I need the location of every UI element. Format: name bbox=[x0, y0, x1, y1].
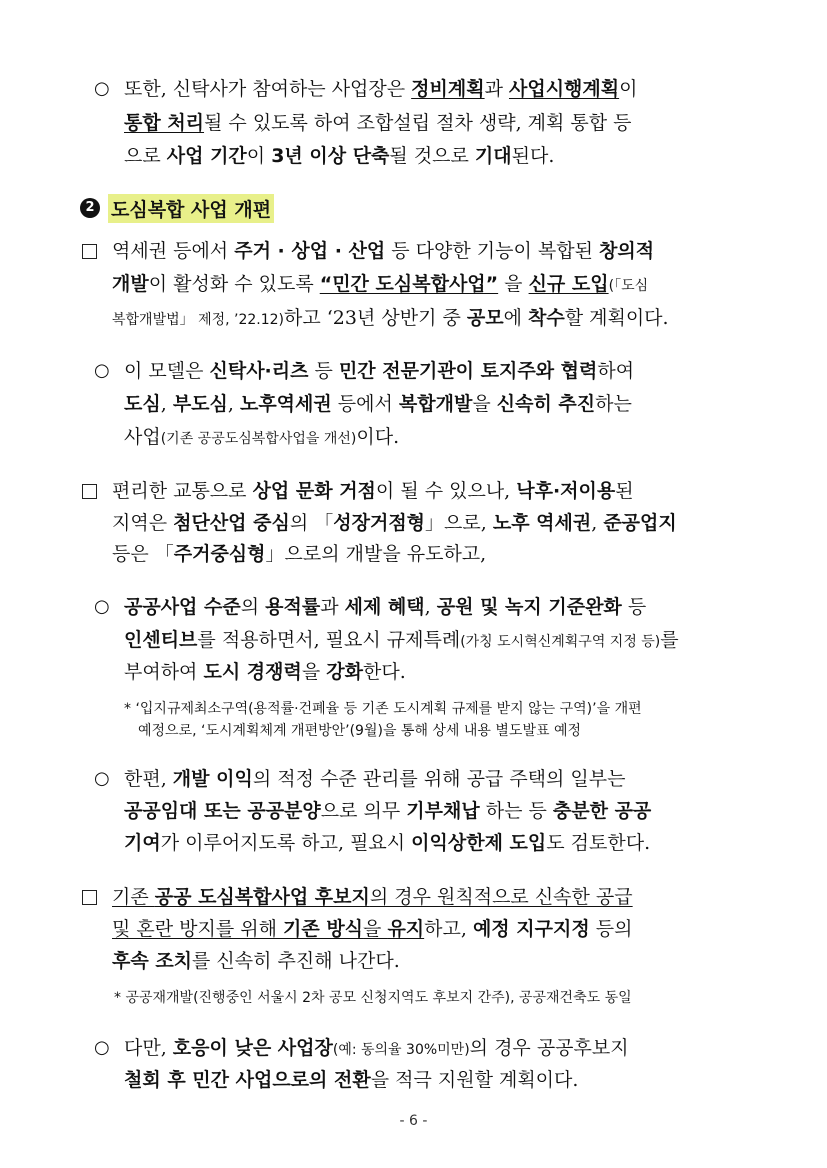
p2b-line-2: 공공임대 또는 공공분양으로 의무 기부채납 하는 등 충분한 공공 bbox=[124, 800, 652, 822]
p1a-line-2: 도심, 부도심, 노후역세권 등에서 복합개발을 신속히 추진하는 bbox=[124, 393, 632, 415]
p3a-line-2: 철회 후 민간 사업으로의 전환을 적극 지원할 계획이다. bbox=[124, 1069, 579, 1091]
checkbox-square-icon bbox=[82, 484, 97, 499]
p2-line-3: 등은 「주거중심형」으로의 개발을 유도하고, bbox=[112, 543, 487, 565]
s1-line-1: 또한, 신탁사가 참여하는 사업장은 정비계획과 사업시행계획이 bbox=[124, 78, 638, 100]
s1-line-2: 통합 처리될 수 있도록 하여 조합설립 절차 생략, 계획 통합 등 bbox=[124, 112, 632, 134]
section-heading bbox=[80, 194, 274, 222]
circle-bullet: ○ bbox=[94, 768, 110, 789]
page-number: - 6 - bbox=[399, 1113, 428, 1129]
p1a-line-3: 사업(기존 공공도심복합사업을 개선)이다. bbox=[124, 426, 400, 448]
circle-bullet: ○ bbox=[94, 78, 110, 99]
section-heading-text: 도심복합 사업 개편 bbox=[108, 194, 274, 223]
footnote-line-1: * ‘입지규제최소구역(용적률·건폐율 등 기존 도시계획 규제를 받지 않는 구역)’을 개편 bbox=[124, 701, 642, 717]
footnote-2: * 공공재개발(진행중인 서울시 2차 공모 신청지역도 후보지 간주), 공공재건축도 동일 bbox=[114, 990, 632, 1006]
p2b-line-1: 한편, 개발 이익의 적정 수준 관리를 위해 공급 주택의 일부는 bbox=[124, 768, 626, 790]
footnote-line-2: 예정으로, ‘도시계획체계 개편방안’(9월)을 통해 상세 내용 별도발표 예정 bbox=[138, 723, 582, 739]
p2-line-2: 지역은 첨단산업 중심의 「성장거점형」으로, 노후 역세권, 준공업지 bbox=[112, 512, 677, 534]
checkbox-square-icon bbox=[82, 244, 97, 259]
p2a-line-1: 공공사업 수준의 용적률과 세제 혜택, 공원 및 녹지 기준완화 등 bbox=[124, 596, 647, 618]
p1-line-3: 복합개발법」 제정, ’22.12)하고 ‘23년 상반기 중 공모에 착수할 계획이다. bbox=[112, 307, 669, 329]
p1-line-2: 개발이 활성화 수 있도록 “민간 도심복합사업” 을 신규 도입(「도심 bbox=[112, 273, 649, 295]
p3a-line-1: 다만, 호응이 낮은 사업장(예: 동의율 30%미만)의 경우 공공후보지 bbox=[124, 1037, 629, 1059]
checkbox-square-icon bbox=[82, 890, 97, 905]
s1-line-3: 으로 사업 기간이 3년 이상 단축될 것으로 기대된다. bbox=[124, 145, 555, 167]
p2a-line-3: 부여하여 도시 경쟁력을 강화한다. bbox=[124, 661, 406, 683]
circle-bullet: ○ bbox=[94, 360, 110, 381]
p2-line-1: 편리한 교통으로 상업 문화 거점이 될 수 있으나, 낙후·저이용된 bbox=[112, 480, 634, 502]
circle-bullet: ○ bbox=[94, 1037, 110, 1058]
number-2-icon: 2 bbox=[80, 198, 100, 218]
p1a-line-1: 이 모델은 신탁사·리츠 등 민간 전문기관이 토지주와 협력하여 bbox=[124, 360, 635, 382]
p3-line-3: 후속 조치를 신속히 추진해 나간다. bbox=[112, 950, 400, 972]
p1-line-1: 역세권 등에서 주거 · 상업 · 산업 등 다양한 기능이 복합된 창의적 bbox=[112, 240, 655, 262]
p3-line-1: 기존 공공 도심복합사업 후보지의 경우 원칙적으로 신속한 공급 bbox=[112, 886, 633, 908]
p2a-line-2: 인센티브를 적용하면서, 필요시 규제특례(가칭 도시혁신계획구역 지정 등)를 bbox=[124, 629, 679, 651]
p2b-line-3: 기여가 이루어지도록 하고, 필요시 이익상한제 도입도 검토한다. bbox=[124, 832, 651, 854]
circle-bullet: ○ bbox=[94, 596, 110, 617]
p3-line-2: 및 혼란 방지를 위해 기존 방식을 유지하고, 예정 지구지정 등의 bbox=[112, 918, 633, 940]
